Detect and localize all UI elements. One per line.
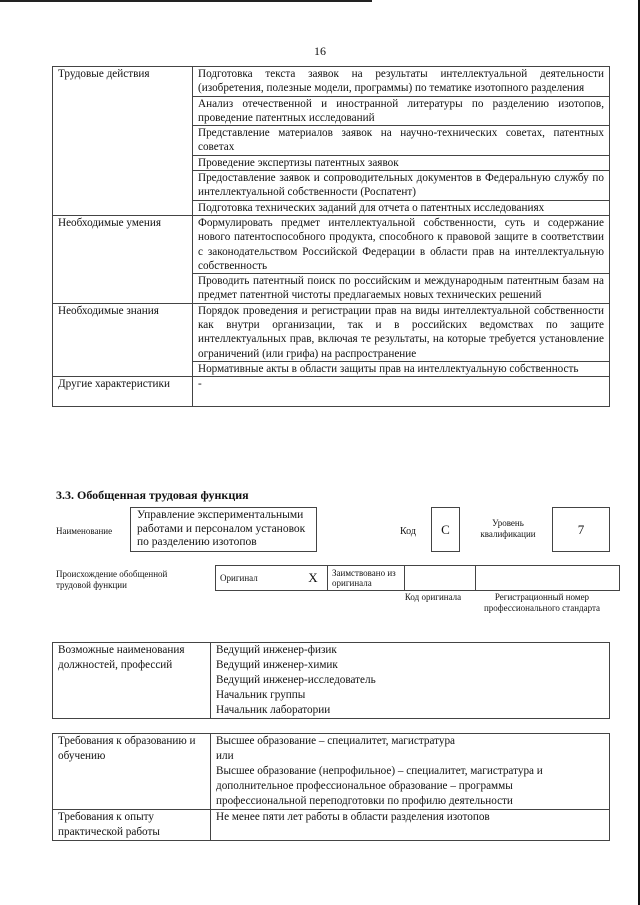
origin-table (215, 565, 620, 591)
origin-code-field (405, 566, 476, 591)
origin-borrowed-label: Заимствовано из оригинала (328, 566, 405, 591)
education-requirements-value (211, 734, 610, 810)
row-label-other-characteristics: Другие характеристики (53, 377, 193, 407)
labor-function-details-table (52, 66, 610, 407)
education-line: или (216, 750, 234, 762)
row-label-labor-actions: Трудовые действия (53, 67, 193, 216)
origin-original-mark: X (299, 566, 328, 591)
origin-original-label: Оригинал (216, 566, 300, 591)
position-item: Ведущий инженер-химик (211, 658, 610, 673)
possible-positions-table (52, 642, 610, 719)
qualification-level-label: Уровень квалификации (480, 518, 536, 539)
position-item: Ведущий инженер-физик (211, 643, 610, 659)
labor-action-item: Подготовка текста заявок на результаты интеллектуальной деятельности (изобретения, полезные модели, программы) по тематике изотопного разделения (193, 67, 610, 97)
table-row (53, 810, 610, 841)
origin-registration-field (476, 566, 620, 591)
requirements-table (52, 733, 610, 841)
qualification-level-field: 7 (552, 507, 610, 552)
section-heading: 3.3. Обобщенная трудовая функция (56, 488, 249, 502)
row-label-required-knowledge: Необходимые знания (53, 303, 193, 376)
skill-item: Формулировать предмет интеллектуальной собственности, суть и содержание нового патентоспособного продукта, способного к правовой защите в соответствии с законодательством Российской Федерации в области прав на интеллектуальную собственность (193, 215, 610, 273)
other-characteristics-value: - (193, 377, 610, 407)
table-row (53, 303, 610, 361)
labor-action-item: Представление материалов заявок на научно-технических советах, патентных советах (193, 126, 610, 156)
labor-action-item: Подготовка технических заданий для отчета о патентных исследованиях (193, 200, 610, 215)
position-item: Начальник лаборатории (211, 703, 610, 719)
table-row (53, 215, 610, 273)
row-label-experience-requirements: Требования к опыту практической работы (53, 810, 211, 841)
row-label-education-requirements: Требования к образованию и обучению (53, 734, 211, 810)
labor-action-item: Анализ отечественной и иностранной литературы по разделению изотопов, проведение патентных исследований (193, 96, 610, 126)
experience-requirements-value: Не менее пяти лет работы в области разделения изотопов (211, 810, 610, 841)
skill-item: Проводить патентный поиск по российским и международным патентным базам на предмет патентной чистоты предлагаемых новых технических решений (193, 274, 610, 304)
row-label-possible-positions: Возможные наименования должностей, профессий (53, 643, 211, 719)
knowledge-item: Порядок проведения и регистрации прав на виды интеллектуальной собственности как внутри организации, так и в российских ведомствах по защите интеллектуальных прав, включая те результаты, на которые требуется установление ограничений (или грифа) на распространение (193, 303, 610, 361)
page-number: 16 (314, 44, 326, 58)
function-name-field: Управление экспериментальными работами и персоналом установок по разделению изотопов (130, 507, 317, 552)
position-item: Ведущий инженер-исследователь (211, 673, 610, 688)
name-label: Наименование (56, 526, 113, 536)
labor-action-item: Предоставление заявок и сопроводительных документов в Федеральную службу по интеллектуальной собственности (Роспатент) (193, 171, 610, 201)
scan-edge-top (0, 0, 372, 2)
position-item: Начальник группы (211, 688, 610, 703)
table-row (53, 734, 610, 810)
labor-action-item: Проведение экспертизы патентных заявок (193, 155, 610, 170)
education-line: Высшее образование – специалитет, магистратура (216, 735, 456, 747)
knowledge-item: Нормативные акты в области защиты прав на интеллектуальную собственность (193, 361, 610, 376)
code-field: C (431, 507, 460, 552)
caption-original-code: Код оригинала (404, 592, 462, 602)
education-line: Высшее образование (непрофильное) – специалитет, магистратура и дополнительное профессиональное образование – программы профессиональной переподготовки по профилю деятельности (216, 765, 543, 807)
origin-label: Происхождение обобщенной трудовой функции (56, 569, 168, 590)
caption-registration-number: Регистрационный номер профессионального стандарта (483, 592, 601, 613)
code-label: Код (400, 526, 416, 537)
table-row (53, 377, 610, 407)
table-row (53, 67, 610, 97)
row-label-required-skills: Необходимые умения (53, 215, 193, 303)
